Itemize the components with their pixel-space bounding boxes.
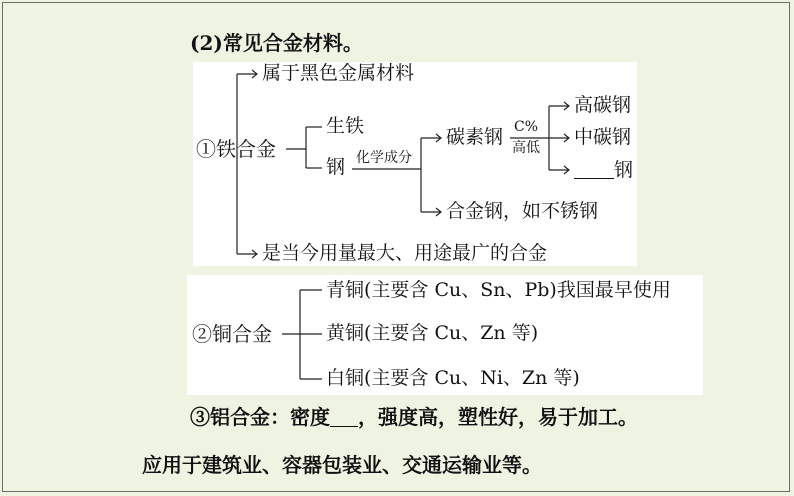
- white-copper-label: 白铜(主要含 Cu、Ni、Zn 等): [326, 367, 580, 389]
- application-line: 应用于建筑业、容器包装业、交通运输业等。: [142, 453, 542, 477]
- high-carbon-steel-label: 高碳钢: [574, 94, 632, 116]
- copper-alloy-label: ②铜合金: [192, 322, 272, 346]
- fill-in-blank: [330, 408, 358, 427]
- pig-iron-label: 生铁: [326, 115, 365, 137]
- carbon-percent-label: C%: [514, 119, 539, 135]
- carbon-steel-label: 碳素钢: [446, 126, 504, 148]
- bronze-label: 青铜(主要含 Cu、Sn、Pb)我国最早使用: [326, 279, 671, 301]
- section-heading: (2)常见合金材料。: [190, 31, 363, 55]
- iron-alloy-label: ①铁合金: [196, 137, 276, 161]
- medium-carbon-steel-label: 中碳钢: [574, 126, 632, 148]
- alloy-steel-label: 合金钢，如不锈钢: [446, 200, 599, 222]
- brass-label: 黄铜(主要含 Cu、Zn 等): [326, 322, 539, 344]
- steel-label: 钢: [326, 156, 346, 178]
- low-carbon-steel-blank: 钢: [574, 160, 633, 180]
- iron-bottom-branch: 是当今用量最大、用途最广的合金: [262, 242, 548, 264]
- aluminum-alloy-line: ③铝合金：密度 ，强度高，塑性好，易于加工。: [190, 405, 638, 429]
- chemical-composition-label: 化学成分: [356, 150, 412, 166]
- iron-top-branch: 属于黑色金属材料: [262, 62, 415, 84]
- high-low-label: 高低: [512, 140, 540, 156]
